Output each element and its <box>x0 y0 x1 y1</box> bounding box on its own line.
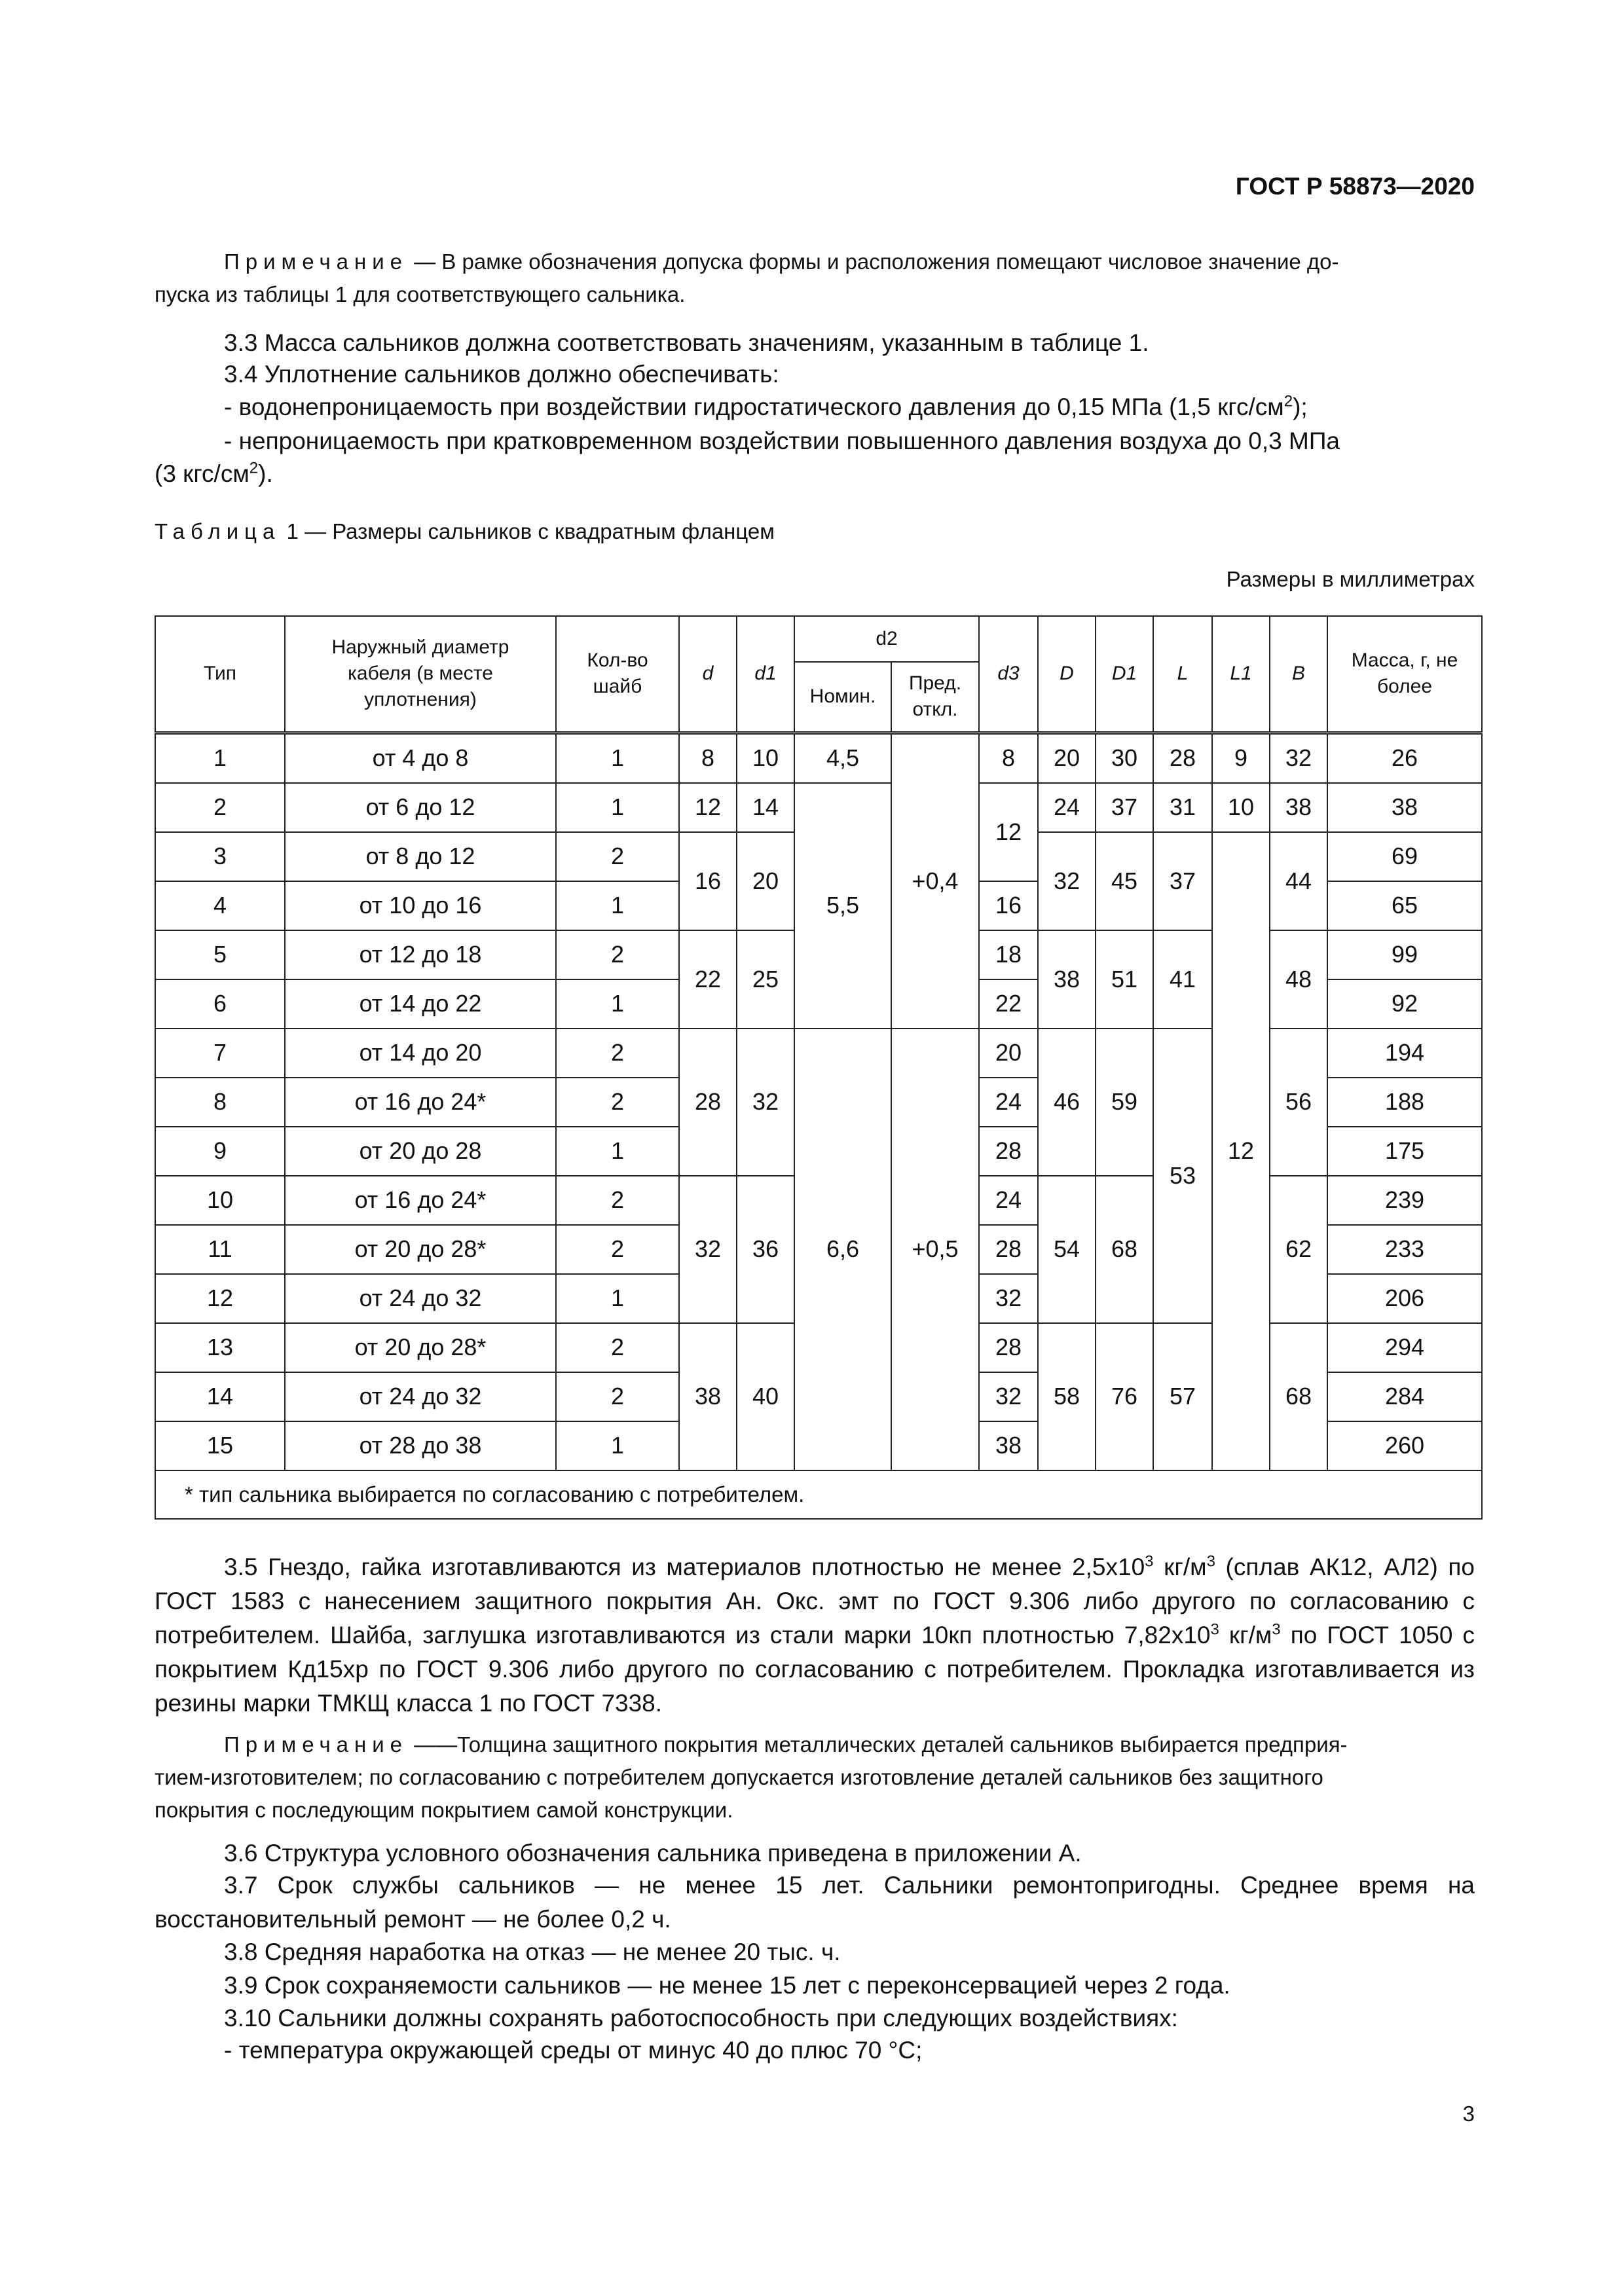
bullet-waterproof-tail: ); <box>1293 393 1308 420</box>
cell-B: 38 <box>1270 783 1327 832</box>
cell-mass: 26 <box>1327 733 1482 783</box>
cell-type: 7 <box>155 1029 285 1078</box>
cell-mass: 194 <box>1327 1029 1482 1078</box>
paragraph-3-3: 3.3 Масса сальников должна соответствовать значениям, указанным в таблице 1. <box>224 329 1149 356</box>
bullet-airtight-tail: ). <box>258 460 273 487</box>
bullet-airtight-line2: (3 кгс/см <box>155 460 249 487</box>
dimensions-table <box>155 615 1483 1520</box>
table-row <box>155 1029 1482 1078</box>
cell-d3: 16 <box>979 881 1038 930</box>
cell-type: 13 <box>155 1323 285 1372</box>
note-2-text: ——Толщина защитного покрытия металлических деталей сальников выбирается предприя- <box>408 1732 1348 1757</box>
header-d2: d2 <box>794 616 979 662</box>
cell-washers: 2 <box>556 1029 679 1078</box>
cell-B: 68 <box>1270 1323 1327 1470</box>
cell-washers: 2 <box>556 1078 679 1127</box>
cell-d2-tolerance: +0,4 <box>891 733 979 1029</box>
note-2 <box>155 1728 1475 1827</box>
header-D1: D1 <box>1096 616 1153 733</box>
cell-mass: 38 <box>1327 783 1482 832</box>
cell-mass: 69 <box>1327 832 1482 881</box>
cell-type: 12 <box>155 1274 285 1323</box>
table-footnote: * тип сальника выбирается по согласованию с потребителем. <box>155 1470 1482 1519</box>
cell-cable: от 16 до 24* <box>285 1176 556 1225</box>
cell-washers: 1 <box>556 881 679 930</box>
header-L: L <box>1153 616 1212 733</box>
header-type: Тип <box>155 616 285 733</box>
cell-cable: от 24 до 32 <box>285 1372 556 1421</box>
cell-mass: 260 <box>1327 1421 1482 1470</box>
cell-cable: от 28 до 38 <box>285 1421 556 1470</box>
cell-washers: 2 <box>556 930 679 979</box>
header-d1: d1 <box>737 616 794 733</box>
cell-d1: 32 <box>737 1029 794 1176</box>
cell-L1: 9 <box>1212 733 1270 783</box>
paragraph-3-9: 3.9 Срок сохраняемости сальников — не менее 15 лет с переконсервацией через 2 года. <box>224 1972 1230 1999</box>
cell-d2-nominal: 5,5 <box>794 783 891 1029</box>
cell-cable: от 12 до 18 <box>285 930 556 979</box>
cell-mass: 92 <box>1327 979 1482 1029</box>
note-2-text-3: покрытия с последующим покрытием самой конструкции. <box>155 1798 733 1822</box>
header-D: D <box>1038 616 1096 733</box>
paragraph-3-4: 3.4 Уплотнение сальников должно обеспечивать: <box>224 361 779 388</box>
cell-D1: 59 <box>1096 1029 1153 1176</box>
note-1-text-2: пуска из таблицы 1 для соответствующего сальника. <box>155 282 686 306</box>
cell-D1: 37 <box>1096 783 1153 832</box>
note-1 <box>155 246 1475 311</box>
header-mass: Масса, г, не более <box>1327 616 1482 733</box>
header-d3: d3 <box>979 616 1038 733</box>
p35-sup4: 3 <box>1272 1620 1281 1639</box>
p35-sup3: 3 <box>1210 1620 1219 1639</box>
cell-d3: 20 <box>979 1029 1038 1078</box>
cell-mass: 65 <box>1327 881 1482 930</box>
cell-washers: 1 <box>556 1274 679 1323</box>
cell-D1: 68 <box>1096 1176 1153 1323</box>
cell-cable: от 24 до 32 <box>285 1274 556 1323</box>
cell-L: 57 <box>1153 1323 1212 1470</box>
document-id: ГОСТ Р 58873—2020 <box>1235 173 1475 200</box>
cell-type: 8 <box>155 1078 285 1127</box>
cell-D: 32 <box>1038 832 1096 930</box>
bullet-waterproof-text: - водонепроницаемость при воздействии гидростатического давления до 0,15 МПа (1,5 кгс/см <box>224 393 1284 420</box>
cell-washers: 1 <box>556 979 679 1029</box>
cell-L: 53 <box>1153 1029 1212 1323</box>
cell-type: 11 <box>155 1225 285 1274</box>
cell-washers: 2 <box>556 1372 679 1421</box>
cell-washers: 1 <box>556 1421 679 1470</box>
header-cable-diameter: Наружный диаметр кабеля (в месте уплотнения) <box>285 616 556 733</box>
cell-d3: 28 <box>979 1225 1038 1274</box>
cell-d: 8 <box>679 733 737 783</box>
cell-B: 56 <box>1270 1029 1327 1176</box>
cell-washers: 1 <box>556 783 679 832</box>
cell-L1: 10 <box>1212 783 1270 832</box>
paragraph-3-6: 3.6 Структура условного обозначения сальника приведена в приложении А. <box>224 1840 1082 1867</box>
note-2-text-2: тием-изготовителем; по согласованию с потребителем допускается изготовление деталей сальников без защитного <box>155 1765 1323 1789</box>
paragraph-3-5 <box>155 1550 1475 1721</box>
cell-d3: 24 <box>979 1176 1038 1225</box>
p35-c: (сплав АК12, АЛ2) по ГОСТ 1583 с нанесением защитного покрытия Ан. Окс. эмт по ГОСТ 9.306 либо другого по согласованию с потребителем. Шайба, заглушка изготавливаются из стали марки 10кп плотностью 7,82х10 <box>155 1554 1475 1649</box>
cell-D: 24 <box>1038 783 1096 832</box>
cell-d3: 8 <box>979 733 1038 783</box>
paragraph-3-8: 3.8 Средняя наработка на отказ — не менее 20 тыс. ч. <box>224 1939 841 1965</box>
cell-d1: 10 <box>737 733 794 783</box>
cell-d3: 38 <box>979 1421 1038 1470</box>
cell-washers: 1 <box>556 733 679 783</box>
cell-D: 20 <box>1038 733 1096 783</box>
cell-d1: 36 <box>737 1176 794 1323</box>
paragraph-3-10: 3.10 Сальники должны сохранять работоспособность при следующих воздействиях: <box>224 2005 1178 2032</box>
cell-B: 44 <box>1270 832 1327 930</box>
cell-d3: 32 <box>979 1274 1038 1323</box>
table-row <box>155 733 1482 783</box>
cell-d1: 40 <box>737 1323 794 1470</box>
cell-mass: 284 <box>1327 1372 1482 1421</box>
cell-d: 12 <box>679 783 737 832</box>
cell-D: 46 <box>1038 1029 1096 1176</box>
cell-d3: 12 <box>979 783 1038 881</box>
cell-B: 62 <box>1270 1176 1327 1323</box>
cell-cable: от 14 до 22 <box>285 979 556 1029</box>
cell-D1: 30 <box>1096 733 1153 783</box>
cell-d3: 28 <box>979 1323 1038 1372</box>
cell-d3: 28 <box>979 1127 1038 1176</box>
cell-washers: 1 <box>556 1127 679 1176</box>
cell-L: 41 <box>1153 930 1212 1029</box>
table-caption <box>155 519 775 544</box>
header-L1: L1 <box>1212 616 1270 733</box>
cell-type: 3 <box>155 832 285 881</box>
cell-D: 54 <box>1038 1176 1096 1323</box>
paragraph-3-7: 3.7 Срок службы сальников — не менее 15 лет. Сальники ремонтопригодны. Среднее время на восстановительный ремонт — не более 0,2 ч. <box>155 1872 1475 1933</box>
cell-d: 38 <box>679 1323 737 1470</box>
cell-d1: 20 <box>737 832 794 930</box>
cell-mass: 175 <box>1327 1127 1482 1176</box>
cell-d: 16 <box>679 832 737 930</box>
cell-washers: 2 <box>556 1323 679 1372</box>
bullet-temperature: - температура окружающей среды от минус 40 до плюс 70 °С; <box>224 2037 923 2064</box>
cell-D1: 51 <box>1096 930 1153 1029</box>
cell-type: 6 <box>155 979 285 1029</box>
header-d: d <box>679 616 737 733</box>
cell-mass: 206 <box>1327 1274 1482 1323</box>
units-note: Размеры в миллиметрах <box>1226 567 1475 591</box>
table-caption-text: 1 — Размеры сальников с квадратным фланцем <box>280 519 775 543</box>
cell-mass: 188 <box>1327 1078 1482 1127</box>
cell-d2-nominal: 4,5 <box>794 733 891 783</box>
cell-d: 32 <box>679 1176 737 1323</box>
cell-D: 58 <box>1038 1323 1096 1470</box>
cell-cable: от 20 до 28 <box>285 1127 556 1176</box>
cell-L: 31 <box>1153 783 1212 832</box>
cell-d3: 24 <box>979 1078 1038 1127</box>
note-1-lead: Примечание <box>224 249 409 274</box>
cell-type: 1 <box>155 733 285 783</box>
note-1-text: — В рамке обозначения допуска формы и расположения помещают числовое значение до- <box>408 249 1339 274</box>
cell-L: 37 <box>1153 832 1212 930</box>
table-row <box>155 783 1482 832</box>
cell-washers: 2 <box>556 832 679 881</box>
cell-cable: от 6 до 12 <box>285 783 556 832</box>
p35-sup2: 3 <box>1206 1552 1215 1571</box>
cell-mass: 233 <box>1327 1225 1482 1274</box>
cell-type: 2 <box>155 783 285 832</box>
note-2-lead: Примечание <box>224 1732 409 1757</box>
bullet-airtight-line-2 <box>155 457 1475 491</box>
bullet-waterproof-sup: 2 <box>1283 392 1293 410</box>
cell-type: 10 <box>155 1176 285 1225</box>
cell-washers: 2 <box>556 1176 679 1225</box>
cell-L: 28 <box>1153 733 1212 783</box>
cell-L1: 12 <box>1212 832 1270 1470</box>
cell-B: 48 <box>1270 930 1327 1029</box>
p35-a: 3.5 Гнездо, гайка изготавливаются из материалов плотностью не менее 2,5х10 <box>224 1554 1145 1580</box>
cell-d1: 25 <box>737 930 794 1029</box>
cell-cable: от 4 до 8 <box>285 733 556 783</box>
p35-b: кг/м <box>1153 1554 1207 1580</box>
cell-d2-nominal: 6,6 <box>794 1029 891 1470</box>
cell-mass: 99 <box>1327 930 1482 979</box>
cell-D: 38 <box>1038 930 1096 1029</box>
cell-type: 5 <box>155 930 285 979</box>
cell-d3: 18 <box>979 930 1038 979</box>
p35-e: по ГОСТ 1050 с покрытием Кд15хр по ГОСТ 9.306 либо другого по согласованию с потребителем. Прокладка изготавливается из резины марки ТМКЩ класса 1 по ГОСТ 7338. <box>155 1622 1475 1717</box>
cell-cable: от 16 до 24* <box>285 1078 556 1127</box>
cell-cable: от 20 до 28* <box>285 1323 556 1372</box>
cell-d1: 14 <box>737 783 794 832</box>
bullet-airtight-sup: 2 <box>249 459 259 477</box>
p35-sup1: 3 <box>1145 1552 1154 1571</box>
header-B: B <box>1270 616 1327 733</box>
cell-type: 9 <box>155 1127 285 1176</box>
cell-type: 14 <box>155 1372 285 1421</box>
header-d2-tolerance: Пред. откл. <box>891 662 979 733</box>
cell-cable: от 10 до 16 <box>285 881 556 930</box>
header-d2-nominal: Номин. <box>794 662 891 733</box>
cell-d: 22 <box>679 930 737 1029</box>
cell-B: 32 <box>1270 733 1327 783</box>
cell-cable: от 20 до 28* <box>285 1225 556 1274</box>
cell-mass: 294 <box>1327 1323 1482 1372</box>
cell-d3: 32 <box>979 1372 1038 1421</box>
cell-cable: от 14 до 20 <box>285 1029 556 1078</box>
cell-cable: от 8 до 12 <box>285 832 556 881</box>
header-washers: Кол-во шайб <box>556 616 679 733</box>
cell-type: 4 <box>155 881 285 930</box>
page-number: 3 <box>1462 2102 1475 2126</box>
cell-D1: 76 <box>1096 1323 1153 1470</box>
cell-washers: 2 <box>556 1225 679 1274</box>
cell-D1: 45 <box>1096 832 1153 930</box>
p35-d: кг/м <box>1219 1622 1272 1649</box>
cell-mass: 239 <box>1327 1176 1482 1225</box>
cell-d2-tolerance: +0,5 <box>891 1029 979 1470</box>
cell-d: 28 <box>679 1029 737 1176</box>
cell-type: 15 <box>155 1421 285 1470</box>
table-caption-lead: Таблица <box>155 519 281 543</box>
bullet-airtight: - непроницаемость при кратковременном воздействии повышенного давления воздуха до 0,3 МПа <box>224 428 1340 454</box>
cell-d3: 22 <box>979 979 1038 1029</box>
bullet-waterproof <box>155 390 1475 424</box>
